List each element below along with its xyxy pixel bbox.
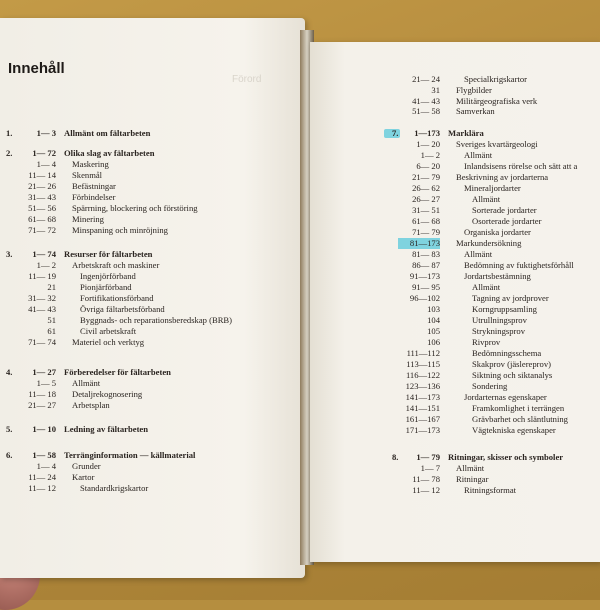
entry-label: Sondering: [472, 381, 508, 391]
paragraph-range: 31— 51: [412, 205, 440, 215]
entry-label: Allmänt: [72, 378, 101, 388]
paragraph-range: 21— 27: [28, 400, 56, 410]
paragraph-range: 51— 56: [28, 203, 56, 213]
entry-label: Korngruppsamling: [472, 304, 537, 314]
paragraph-range: 11— 19: [28, 271, 56, 281]
toc-entry: [392, 216, 600, 227]
paragraph-range: 21: [47, 282, 56, 292]
paragraph-range: 11— 12: [412, 485, 440, 495]
paragraph-range: 1— 2: [36, 260, 56, 270]
paragraph-range: 71— 74: [28, 337, 56, 347]
paragraph-range: 161—167: [405, 414, 440, 424]
toc-entry: [392, 370, 600, 381]
toc-entry: [6, 282, 301, 293]
entry-label: Kartor: [72, 472, 95, 482]
paragraph-range: 105: [427, 326, 440, 336]
toc-entry: [6, 337, 301, 348]
entry-label: Strykningsprov: [472, 326, 525, 336]
paragraph-range: 26— 62: [412, 183, 440, 193]
entry-label: Fortifikationsförband: [80, 293, 154, 303]
show-through-text: Förord: [232, 74, 262, 85]
paragraph-range: 141—173: [405, 392, 440, 402]
entry-label: Ingenjörförband: [80, 271, 136, 281]
entry-label: Förberedelser för fältarbeten: [64, 367, 171, 377]
entry-label: Arbetsplan: [72, 400, 110, 410]
paragraph-range: 106: [427, 337, 440, 347]
entry-label: Terränginformation — källmaterial: [64, 450, 196, 460]
toc-entry: [6, 450, 301, 461]
toc-entry: [392, 381, 600, 392]
paragraph-range: 11— 78: [412, 474, 440, 484]
entry-label: Övriga fältarbetsförband: [80, 304, 165, 314]
entry-label: Inlandsisens rörelse och sätt att a: [464, 161, 578, 171]
paragraph-range: 1— 58: [32, 450, 56, 460]
paragraph-range: 1—173: [414, 128, 440, 138]
paragraph-range: 123—136: [405, 381, 440, 391]
toc-entry: [392, 403, 600, 414]
paragraph-range: 41— 43: [412, 96, 440, 106]
paragraph-range: 116—122: [405, 370, 440, 380]
paragraph-range: 141—151: [405, 403, 440, 413]
paragraph-range: 1— 4: [36, 461, 56, 471]
toc-entry: [392, 194, 600, 205]
page-title: Innehåll: [8, 60, 65, 77]
section-number: 2.: [6, 148, 13, 158]
entry-label: Allmänt: [464, 150, 493, 160]
entry-label: Framkomlighet i terrängen: [472, 403, 565, 413]
paragraph-range: 91— 95: [412, 282, 440, 292]
entry-label: Resurser för fältarbeten: [64, 249, 153, 259]
section-number: 5.: [6, 424, 13, 434]
paragraph-range: 21— 24: [412, 74, 440, 84]
toc-entry: [6, 472, 301, 483]
paragraph-range: 1— 72: [32, 148, 56, 158]
toc-entry: [6, 483, 301, 494]
toc-entry: [392, 271, 600, 282]
toc-entry: [392, 392, 600, 403]
paragraph-range: 71— 72: [28, 225, 56, 235]
entry-label: Allmänt om fältarbeten: [64, 128, 151, 138]
paragraph-range: 21— 26: [28, 181, 56, 191]
toc-entry: [6, 326, 301, 337]
toc-entry: [6, 192, 301, 203]
entry-label: Markundersökning: [456, 238, 522, 248]
paragraph-range: 111—112: [406, 348, 440, 358]
paragraph-range: 11— 14: [28, 170, 56, 180]
section-number: 3.: [6, 249, 13, 259]
toc-entry: [6, 181, 301, 192]
entry-label: Sveriges kvartärgeologi: [456, 139, 538, 149]
toc-entry: [6, 203, 301, 214]
toc-entry: [392, 425, 600, 436]
entry-label: Jordartsbestämning: [464, 271, 531, 281]
section-number: 4.: [6, 367, 13, 377]
paragraph-range: 51— 58: [412, 106, 440, 116]
paragraph-range: 104: [427, 315, 440, 325]
section-number: 6.: [6, 450, 13, 460]
paragraph-range: 61: [47, 326, 56, 336]
paragraph-range: 1— 5: [36, 378, 56, 388]
entry-label: Jordarternas egenskaper: [464, 392, 547, 402]
left-page: [0, 18, 305, 578]
entry-label: Bedömning av fuktighetsförhåll: [464, 260, 574, 270]
entry-label: Minering: [72, 214, 104, 224]
paragraph-range: 81— 83: [412, 249, 440, 259]
paragraph-range: 21— 79: [412, 172, 440, 182]
toc-entry: [6, 400, 301, 411]
paragraph-range: 81—173: [398, 238, 440, 249]
entry-label: Utrullningsprov: [472, 315, 527, 325]
entry-label: Arbetskraft och maskiner: [72, 260, 160, 270]
entry-label: Specialkrigskartor: [464, 74, 528, 84]
toc-entry: [392, 205, 600, 216]
toc-entry: [6, 170, 301, 181]
entry-label: Marklära: [448, 128, 484, 138]
toc-entry: [392, 485, 600, 496]
toc-entry: [392, 128, 600, 139]
paragraph-range: 71— 79: [412, 227, 440, 237]
toc-entry: [6, 315, 301, 326]
paragraph-range: 113—115: [406, 359, 440, 369]
paragraph-range: 1— 10: [32, 424, 56, 434]
toc-entry: [392, 414, 600, 425]
section-number: 1.: [6, 128, 13, 138]
entry-label: Skakprov (jäslereprov): [472, 359, 551, 369]
entry-label: Allmänt: [464, 249, 493, 259]
toc-entry: [6, 389, 301, 400]
paragraph-range: 103: [427, 304, 440, 314]
entry-label: Bedömningsschema: [472, 348, 542, 358]
entry-label: Beskrivning av jordarterna: [456, 172, 549, 182]
toc-entry: [392, 326, 600, 337]
toc-entry: [392, 238, 600, 249]
entry-label: Ledning av fältarbeten: [64, 424, 149, 434]
paragraph-range: 61— 68: [28, 214, 56, 224]
toc-entry: [6, 260, 301, 271]
entry-label: Mineraljordarter: [464, 183, 521, 193]
toc-entry: [6, 225, 301, 236]
paragraph-range: 171—173: [405, 425, 440, 435]
toc-entry: [6, 214, 301, 225]
entry-label: Organiska jordarter: [464, 227, 531, 237]
entry-label: Minspaning och minröjning: [72, 225, 168, 235]
toc-entry: [6, 304, 301, 315]
paragraph-range: 96—102: [409, 293, 440, 303]
toc-entry: [392, 337, 600, 348]
toc-entry: [392, 474, 600, 485]
toc-entry: [6, 148, 301, 159]
entry-label: Osorterade jordarter: [472, 216, 542, 226]
entry-label: Spärrning, blockering och förstöring: [72, 203, 198, 213]
entry-label: Vägtekniska egenskaper: [472, 425, 556, 435]
toc-entry: [392, 260, 600, 271]
entry-label: Ritningsformat: [464, 485, 517, 495]
entry-label: Skenmål: [72, 170, 103, 180]
paragraph-range: 31: [431, 85, 440, 95]
toc-entry: [6, 367, 301, 378]
paragraph-range: 1— 7: [420, 463, 440, 473]
toc-entry: [392, 315, 600, 326]
section-number: 8.: [392, 452, 399, 462]
toc-entry: [6, 159, 301, 170]
paragraph-range: 91—173: [409, 271, 440, 281]
entry-label: Förbindelser: [72, 192, 116, 202]
toc-entry: [6, 378, 301, 389]
paragraph-range: 86— 87: [412, 260, 440, 270]
section-number: 7.: [392, 128, 399, 138]
toc-entry: [392, 249, 600, 260]
toc-entry: [392, 85, 600, 96]
entry-label: Befästningar: [72, 181, 116, 191]
entry-label: Olika slag av fältarbeten: [64, 148, 155, 158]
entry-label: Allmänt: [456, 463, 485, 473]
entry-label: Siktning och siktanalys: [472, 370, 553, 380]
paragraph-range: 11— 12: [28, 483, 56, 493]
paragraph-range: 1— 3: [36, 128, 56, 138]
paragraph-range: 11— 18: [28, 389, 56, 399]
entry-label: Allmänt: [472, 282, 501, 292]
toc-entry: [392, 172, 600, 183]
paragraph-range: 1— 79: [416, 452, 440, 462]
entry-label: Ritningar: [456, 474, 489, 484]
toc-entry: [392, 139, 600, 150]
paragraph-range: 11— 24: [28, 472, 56, 482]
toc-entry: [392, 282, 600, 293]
toc-entry: [392, 227, 600, 238]
paragraph-range: 31— 43: [28, 192, 56, 202]
toc-entry: [392, 359, 600, 370]
entry-label: Detaljrekognosering: [72, 389, 143, 399]
paragraph-range: 6— 20: [416, 161, 440, 171]
toc-entry: [6, 293, 301, 304]
entry-label: Civil arbetskraft: [80, 326, 137, 336]
entry-label: Tagning av jordprover: [472, 293, 549, 303]
toc-entry: [392, 161, 600, 172]
toc-entry: [392, 293, 600, 304]
toc-entry: [392, 183, 600, 194]
toc-entry: [392, 348, 600, 359]
paragraph-range: 1— 4: [36, 159, 56, 169]
entry-label: Rivprov: [472, 337, 501, 347]
toc-entry: [6, 424, 301, 435]
paragraph-range: 1— 20: [416, 139, 440, 149]
toc-entry: [392, 304, 600, 315]
entry-label: Grävbarhet och släntlutning: [472, 414, 568, 424]
paragraph-range: 26— 27: [412, 194, 440, 204]
paragraph-range: 41— 43: [28, 304, 56, 314]
toc-entry: [6, 271, 301, 282]
entry-label: Standardkrigskartor: [80, 483, 149, 493]
entry-label: Grunder: [72, 461, 101, 471]
entry-label: Pionjärförband: [80, 282, 132, 292]
right-page: [310, 42, 600, 562]
entry-label: Allmänt: [472, 194, 501, 204]
paragraph-range: 51: [47, 315, 56, 325]
toc-entry: [6, 128, 301, 139]
paragraph-range: 1— 2: [420, 150, 440, 160]
entry-label: Flygbilder: [456, 85, 492, 95]
entry-label: Samverkan: [456, 106, 495, 116]
paragraph-range: 61— 68: [412, 216, 440, 226]
paragraph-range: 31— 32: [28, 293, 56, 303]
entry-label: Sorterade jordarter: [472, 205, 537, 215]
toc-entry: [392, 74, 600, 85]
toc-entry: [6, 461, 301, 472]
toc-entry: [392, 452, 600, 463]
entry-label: Ritningar, skisser och symboler: [448, 452, 564, 462]
entry-label: Militärgeografiska verk: [456, 96, 538, 106]
paragraph-range: 1— 27: [32, 367, 56, 377]
toc-entry: [6, 249, 301, 260]
entry-label: Byggnads- och reparationsberedskap (BRB): [80, 315, 233, 325]
toc-entry: [392, 150, 600, 161]
toc-entry: [392, 463, 600, 474]
paragraph-range: 1— 74: [32, 249, 56, 259]
entry-label: Materiel och verktyg: [72, 337, 145, 347]
entry-label: Maskering: [72, 159, 109, 169]
toc-entry: [392, 106, 600, 117]
